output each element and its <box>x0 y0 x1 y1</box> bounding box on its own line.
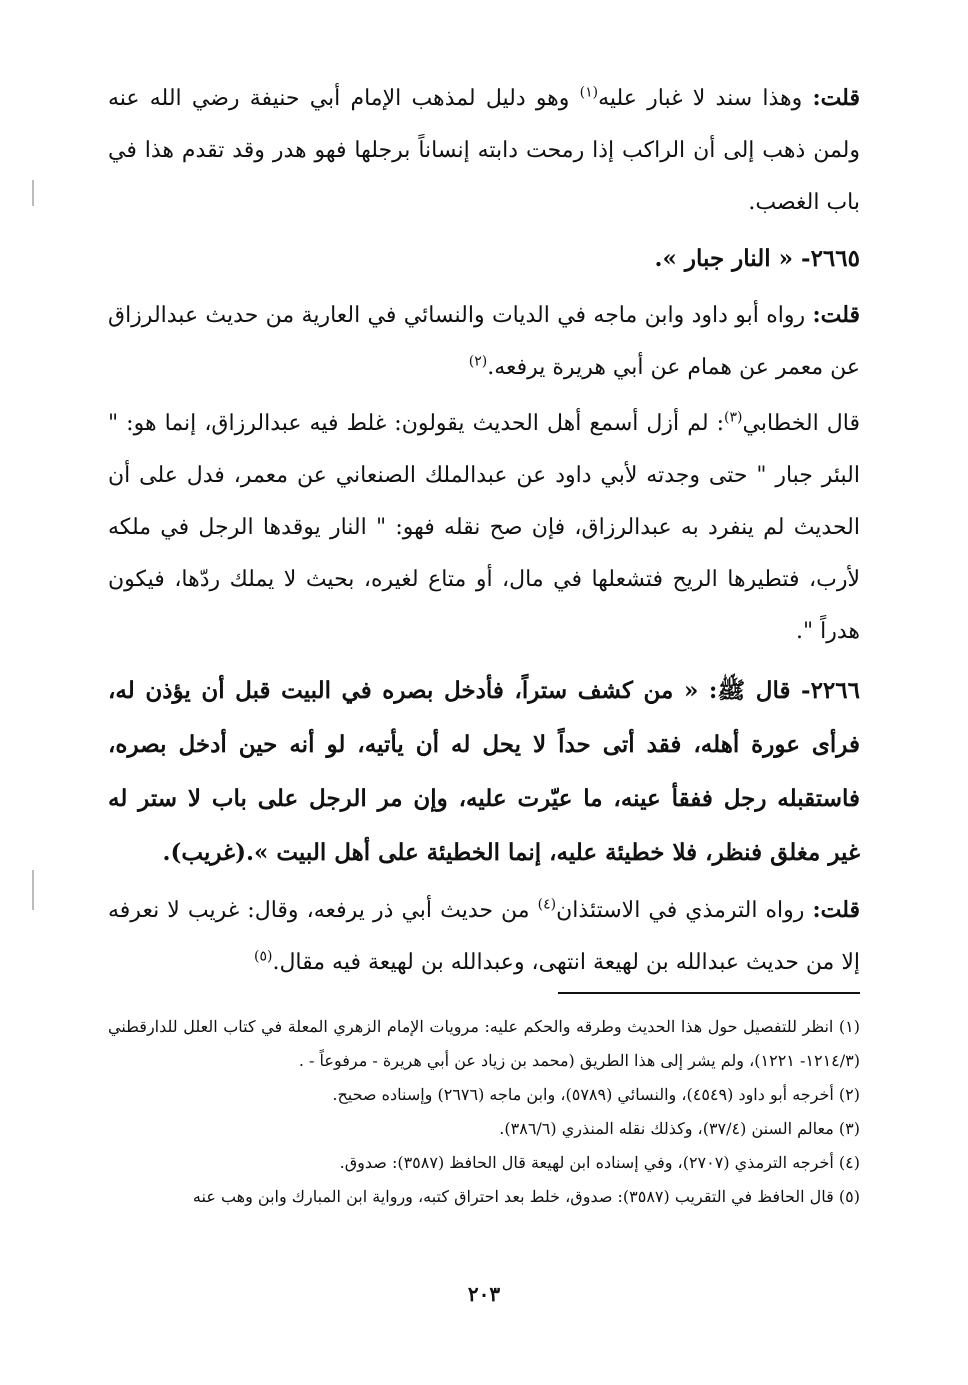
paragraph-1 <box>108 72 860 229</box>
paragraph-4 <box>108 884 860 989</box>
footnote-ref[interactable]: (١) <box>579 84 599 101</box>
footnote-3: (٣) معالم السنن (٣٧/٤)، وكذلك نقله المنذري (٣٨٦/٦). <box>499 1119 860 1138</box>
footnote-5: (٥) قال الحافظ في التقريب (٣٥٨٧): صدوق، خلط بعد احتراق كتبه، ورواية ابن المبارك وابن وهب عنه <box>192 1187 860 1206</box>
lead-word: قلت: <box>812 897 861 923</box>
footnote-ref[interactable]: (٤) <box>537 896 557 913</box>
footnote-divider <box>558 992 860 994</box>
paragraph-2 <box>108 289 860 394</box>
lead-word: قلت: <box>812 85 860 111</box>
paragraph-text: من حديث أبي ذر يرفعه، وقال: غريب لا نعرفه إلا من حديث عبدالله بن لهيعة انتهى، وعبدالله بن لهيعة فيه مقال. <box>108 898 860 975</box>
paragraph-text: وهو دليل لمذهب الإمام أبي حنيفة رضي الله عنه ولمن ذهب إلى أن الراكب إذا رمحت دابته إنساناً برجلها فهو هدر وقد تقدم هذا في باب الغصب. <box>108 86 860 215</box>
paragraph-text: قال الخطابي <box>742 411 860 436</box>
lead-word: قلت: <box>812 302 860 328</box>
footnotes <box>108 1010 860 1214</box>
footnote-ref[interactable]: (٥) <box>253 948 273 965</box>
main-text <box>108 72 860 993</box>
paragraph-text: رواه الترمذي في الاستئذان <box>556 898 813 923</box>
paragraph-text: رواه أبو داود وابن ماجه في الديات والنسائي في العارية من حديث عبدالرزاق عن معمر عن همام عن أبي هريرة يرفعه. <box>108 303 860 380</box>
paragraph-3 <box>108 398 860 658</box>
paragraph-text: وهذا سند لا غبار عليه <box>598 86 813 111</box>
footnote-2: (٢) أخرجه أبو داود (٤٥٤٩)، والنسائي (٥٧٨٩)، وابن ماجه (٢٦٧٦) وإسناده صحيح. <box>332 1085 860 1104</box>
margin-mark <box>32 180 34 206</box>
footnote-ref[interactable]: (٣) <box>724 409 743 426</box>
hadith-heading-2665: ٢٦٦٥- « النار جبار ». <box>654 245 860 272</box>
footnote-ref[interactable]: (٢) <box>468 353 488 370</box>
hadith-2266: ٢٢٦٦- قال ﷺ: « من كشف ستراً، فأدخل بصره في البيت قبل أن يؤذن له، فرأى عورة أهله، فقد أتى حداً لا يحل له أن يأتيه، لو أنه حين أدخل بصره، فاستقبله رجل ففقأ عينه، ما عيّرت عليه، وإن مر الرجل على باب لا ستر له غير مغلق فنظر، فلا خطيئة عليه، إنما الخطيئة على أهل البيت ».(غريب). <box>108 677 860 866</box>
margin-mark <box>32 870 34 910</box>
page-number: ٢٠٣ <box>467 1282 501 1306</box>
footnote-4: (٤) أخرجه الترمذي (٢٧٠٧)، وفي إسناده ابن لهيعة قال الحافظ (٣٥٨٧): صدوق. <box>339 1153 860 1172</box>
paragraph-text: : لم أزل أسمع أهل الحديث يقولون: غلط فيه عبدالرزاق، إنما هو: " البئر جبار " حتى وجدته لأبي داود عن عبدالملك الصنعاني عن معمر، فدل على أن الحديث لم ينفرد به عبدالرزاق، فإن صح نقله فهو: " النار يوقدها الرجل في ملكه لأرب، فتطيرها الريح فتشعلها في مال، أو متاع لغيره، بحيث لا يملك ردّها، فيكون هدراً ". <box>108 411 860 644</box>
footnote-1: (١) انظر للتفصيل حول هذا الحديث وطرقه والحكم عليه: مرويات الإمام الزهري المعلة في كتاب العلل للدارقطني (١٢١٤/٣- ١٢٢١)، ولم يشر إلى هذا الطريق (محمد بن زياد عن أبي هريرة - مرفوعاً - . <box>108 1017 860 1070</box>
